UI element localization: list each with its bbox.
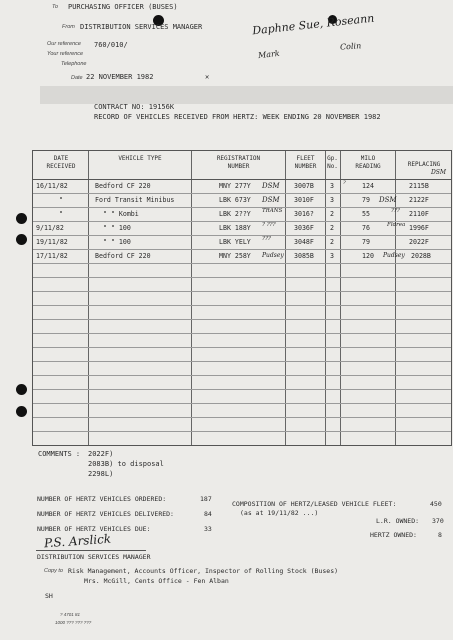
to-label: To bbox=[52, 4, 58, 10]
replacing-header-annotation: DSM bbox=[431, 169, 447, 176]
row1-fleet: 3007B bbox=[294, 182, 314, 190]
row3-reg-annotation: TRANS bbox=[262, 208, 283, 214]
row6-date: 17/11/82 bbox=[36, 252, 68, 260]
row6-reg-annotation: Pudsey bbox=[262, 252, 284, 259]
telephone-label: Telephone bbox=[61, 61, 87, 67]
lr-owned-value: 370 bbox=[432, 517, 444, 525]
row5-reg-annotation: ??? bbox=[262, 236, 271, 242]
row6-gp: 3 bbox=[330, 252, 334, 260]
comments-line1: 2022F) bbox=[88, 450, 114, 458]
row4-gp: 2 bbox=[330, 224, 334, 232]
form-code: ? 4701 81 bbox=[60, 612, 81, 617]
row2-replacing: 2122F bbox=[409, 196, 429, 204]
row2-gp: 3 bbox=[330, 196, 334, 204]
row6-replacing-annotation: Pudsey bbox=[383, 252, 405, 259]
your-reference-label: Your reference bbox=[47, 51, 84, 57]
vehicle-table bbox=[32, 150, 452, 446]
date-label: Date bbox=[71, 75, 83, 81]
header-gp: Gp. No. bbox=[327, 155, 338, 170]
delivered-label: NUMBER OF HERTZ VEHICLES DELIVERED: bbox=[37, 510, 174, 518]
due-value: 33 bbox=[204, 525, 212, 533]
handwritten-names-line1: Daphne Sue, Roseann bbox=[251, 11, 375, 38]
row4-reg-annotation: ? ??? bbox=[262, 222, 276, 228]
row4-vehicle: " " 100 bbox=[103, 224, 131, 232]
row2-milo-annotation: DSM bbox=[379, 196, 397, 204]
comments-line2: 2083B) to disposal bbox=[88, 460, 164, 468]
row4-replacing-annotation: Fldrea bbox=[387, 222, 406, 228]
row6-milo: 120 bbox=[362, 252, 374, 260]
row3-milo: 55 bbox=[362, 210, 370, 218]
punch-hole-left-4 bbox=[16, 406, 27, 417]
row3-date: " bbox=[59, 210, 63, 218]
to-value: PURCHASING OFFICER (BUSES) bbox=[68, 3, 178, 11]
row4-milo: 76 bbox=[362, 224, 370, 232]
row5-gp: 2 bbox=[330, 238, 334, 246]
row3-vehicle: " " Kombi bbox=[103, 210, 139, 218]
handwritten-names-colin: Colin bbox=[339, 41, 362, 52]
row1-vehicle: Bedford CF 220 bbox=[95, 182, 151, 190]
lr-owned-label: L.R. OWNED: bbox=[376, 517, 420, 525]
row6-reg: MNY 258Y bbox=[219, 252, 251, 260]
record-prefix: RECORD OF VEHICLES RECEIVED FROM HERTZ: bbox=[94, 113, 263, 121]
row5-reg: LBK YELY bbox=[219, 238, 251, 246]
date-mark: ✕ bbox=[205, 73, 210, 81]
form-line: 1000 ??? ??? ??? bbox=[55, 620, 92, 625]
row2-vehicle: Ford Transit Minibus bbox=[95, 196, 175, 204]
contract-number: CONTRACT NO: 19156K bbox=[94, 103, 175, 111]
header-registration: REGISTRATION NUMBER bbox=[216, 155, 261, 170]
row4-replacing: 1996F bbox=[409, 224, 429, 232]
row3-reg: LBK 2??Y bbox=[219, 210, 251, 218]
row4-fleet: 3036F bbox=[294, 224, 314, 232]
photocopy-smudge bbox=[40, 86, 453, 104]
from-value: DISTRIBUTION SERVICES MANAGER bbox=[80, 23, 203, 31]
composition-value: 450 bbox=[430, 500, 442, 508]
record-week: WEEK ENDING bbox=[262, 113, 309, 121]
header-vehicle-type: VEHICLE TYPE bbox=[118, 155, 162, 162]
row6-replacing: 2028B bbox=[411, 252, 431, 260]
row1-milo: 124 bbox=[362, 182, 374, 190]
copy-to-line1: Risk Management, Accounts Officer, Inspector of Rolling Stock (Buses) bbox=[68, 567, 339, 575]
record-date: 20 NOVEMBER 1982 bbox=[308, 113, 381, 121]
signature-scrawl: P.S. Arslick bbox=[43, 531, 112, 551]
row4-date: 9/11/82 bbox=[36, 224, 64, 232]
handwritten-names-mark: Mark bbox=[257, 48, 281, 61]
row5-date: 19/11/82 bbox=[36, 238, 68, 246]
ordered-label: NUMBER OF HERTZ VEHICLES ORDERED: bbox=[37, 495, 167, 503]
header-replacing: REPLACING bbox=[407, 161, 441, 168]
row1-milo-annotation: ? bbox=[343, 180, 346, 186]
copy-to-line2: Mrs. McGill, Cents Office - Fen Alban bbox=[84, 577, 229, 585]
hertz-owned-label: HERTZ OWNED: bbox=[370, 531, 417, 539]
from-label: From bbox=[62, 24, 75, 30]
punch-hole-left-2 bbox=[16, 234, 27, 245]
header-date-received: DATE RECEIVED bbox=[46, 155, 76, 170]
punch-hole-left-3 bbox=[16, 384, 27, 395]
date-value: 22 NOVEMBER 1982 bbox=[86, 73, 154, 81]
row1-date: 16/11/82 bbox=[36, 182, 68, 190]
signature-title: DISTRIBUTION SERVICES MANAGER bbox=[37, 553, 151, 561]
punch-hole-left-1 bbox=[16, 213, 27, 224]
row4-reg: LBK 188Y bbox=[219, 224, 251, 232]
header-milo: MILO READING bbox=[355, 155, 381, 170]
row2-fleet: 3010F bbox=[294, 196, 314, 204]
delivered-value: 84 bbox=[204, 510, 212, 518]
row6-fleet: 3085B bbox=[294, 252, 314, 260]
due-label: NUMBER OF HERTZ VEHICLES DUE: bbox=[37, 525, 151, 533]
row3-replacing: 2110F bbox=[409, 210, 429, 218]
row1-reg-annotation: DSM bbox=[262, 182, 280, 190]
our-reference-label: Our reference bbox=[47, 41, 81, 47]
row5-fleet: 3048F bbox=[294, 238, 314, 246]
row3-fleet: 3016? bbox=[294, 210, 314, 218]
row2-reg: LBK 673Y bbox=[219, 196, 251, 204]
ordered-value: 187 bbox=[200, 495, 212, 503]
copy-to-label: Copy to bbox=[44, 568, 63, 574]
our-reference-value: 760/010/ bbox=[94, 41, 128, 49]
row1-replacing: 2115B bbox=[409, 182, 429, 190]
comments-line3: 2298L) bbox=[88, 470, 114, 478]
header-fleet: FLEET NUMBER bbox=[294, 155, 317, 170]
comments-label: COMMENTS : bbox=[38, 450, 81, 458]
composition-sub: (as at 19/11/82 ...) bbox=[240, 509, 319, 517]
row1-reg: MNY 277Y bbox=[219, 182, 251, 190]
row5-replacing: 2022F bbox=[409, 238, 429, 246]
row5-milo: 79 bbox=[362, 238, 370, 246]
hertz-owned-value: 8 bbox=[438, 531, 442, 539]
row2-reg-annotation: DSM bbox=[262, 196, 280, 204]
copy-initials: SH bbox=[45, 592, 53, 600]
row2-milo: 79 bbox=[362, 196, 370, 204]
row5-vehicle: " " 100 bbox=[103, 238, 131, 246]
composition-label: COMPOSITION OF HERTZ/LEASED VEHICLE FLEET: bbox=[232, 500, 397, 508]
record-title bbox=[94, 113, 381, 121]
row3-replacing-annotation: ??? bbox=[391, 208, 400, 214]
row3-gp: 2 bbox=[330, 210, 334, 218]
row6-vehicle: Bedford CF 220 bbox=[95, 252, 151, 260]
row2-date: " bbox=[59, 196, 63, 204]
row1-gp: 3 bbox=[330, 182, 334, 190]
signature-line bbox=[36, 550, 146, 551]
